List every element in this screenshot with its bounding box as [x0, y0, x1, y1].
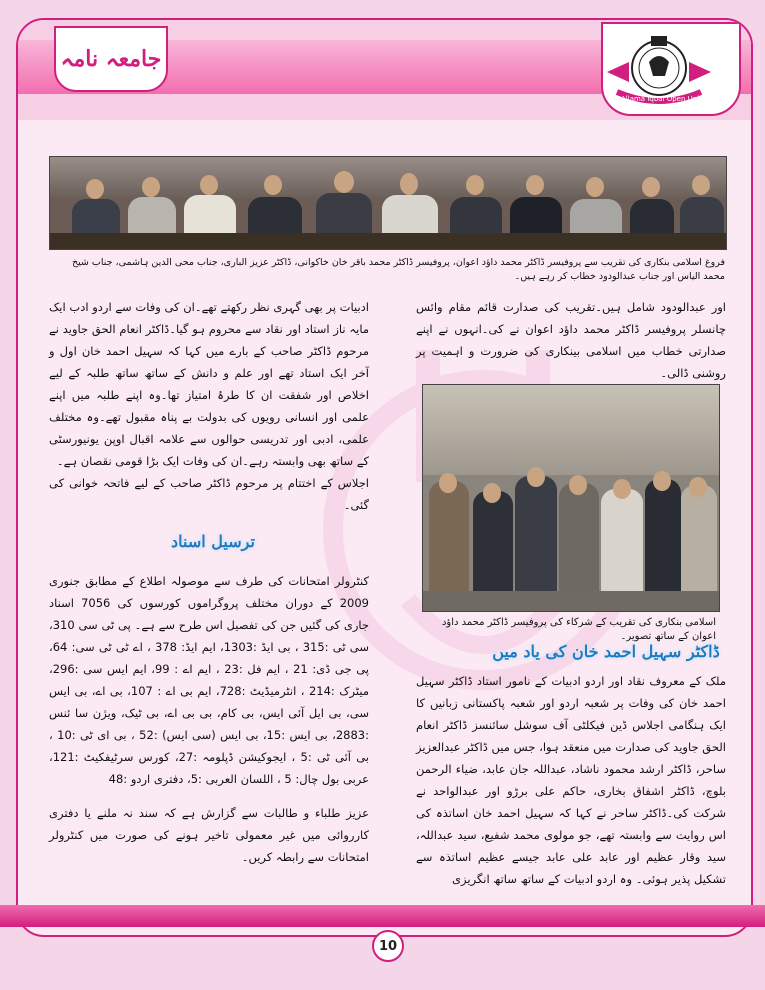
- students-notice: عزیز طلباء و طالبات سے گزارش ہے کہ سند نہ ملنے یا دفتری کارروائی میں غیر معمولی تاخیر ہونے کی صورت میں کنٹرولر امتحانات سے رابطہ کریں۔: [49, 806, 369, 864]
- degrees-body: [49, 570, 369, 790]
- degrees-year: 2009: [339, 596, 370, 610]
- footer-band: [0, 905, 765, 927]
- page-number: 10: [372, 930, 404, 962]
- header: [18, 20, 751, 120]
- top-photo: [49, 156, 727, 250]
- left-col-body: ادبیات پر بھی گہری نظر رکھتے تھے۔ان کی وفات سے اردو ادب ایک مایہ ناز استاد اور نقاد سے محروم ہو گیا۔ڈاکٹر انعام الحق جاوید نے مرحوم ڈاکٹر صاحب کے بارے میں کہا کہ سہیل احمد خان اول و آخر ایک استاد تھے اور علم و دانش کے ساتھ ساتھ طلبہ کے لیے اخلاص اور شفقت ان کا طرۂ امتیاز تھا۔وہ اپنے طلبہ میں اپنے علمی اور انسانی رویوں کی بدولت بے پناہ مقبول تھے۔وہ مختلف علمی، ادبی اور تدریسی حوالوں سے علامہ اقبال اوپن یونیورسٹی کے ساتھ بھی وابستہ رہے۔ان کی وفات ایک بڑا قومی نقصان ہے۔: [49, 300, 369, 468]
- degrees-stats: پی ٹی سی 310، سی ٹی :315 ، بی ایڈ :1303، ایم ایڈ: 378 ، اے ٹی ٹی سی: 64، پی جی ڈی: 21 ، ایم فل :23 ، ایم اے : 99، ایم ایس سی :296، میٹرک :214 ، انٹرمیڈیٹ :728، ایم بی اے : 107، بی اے، بی ایس سی، بی ایل آئی ایس، بی کام، بی بی اے، بی ٹیک، ویژن سا ئنس :2883، بی ایس :15، بی ایس (سی ایس) :52 ، بی ای ٹی :10 ، بی آئی ٹی :5 ، ایجوکیشن ڈپلومہ :27، کورس سرٹیفکیٹ :121، عربی بول چال: 5 ، اللسان العربی :5، دفتری اردو :48: [49, 618, 369, 786]
- degrees-body-b: کے دوران مختلف پروگراموں کورسوں کی: [117, 596, 333, 610]
- degrees-count: 7056: [81, 596, 111, 610]
- logo-caption: [617, 90, 727, 106]
- group-photo: [422, 384, 720, 612]
- degrees-body-c: اسناد جاری کی گئیں جن کی تفصیل اس طرح سے ہے۔: [49, 596, 369, 632]
- top-photo-caption: فروغ اسلامی بنکاری کی تقریب سے پروفیسر ڈاکٹر محمد داؤد اعوان، پروفیسر ڈاکٹر محمد باقر خان خاکوانی، ڈاکٹر عزیز الباری، جناب محی الدین ہاشمی، جناب شیخ محمد الیاس اور جناب عبدالودود خطاب کر رہے ہیں۔: [71, 257, 725, 282]
- left-col-closing: اجلاس کے اختتام پر مرحوم ڈاکٹر صاحب کے لیے فاتحہ خوانی کی گئی۔: [49, 476, 369, 512]
- group-photo-caption: اسلامی بنکاری کی تقریب کے شرکاء کی پروفیسر ڈاکٹر محمد داؤد اعوان کے ساتھ تصویر۔: [441, 617, 716, 642]
- logo-container: [601, 22, 741, 116]
- degrees-heading: ترسیل اسناد: [171, 532, 255, 551]
- degrees-body-a: کنٹرولر امتحانات کی طرف سے موصولہ اطلاع کے مطابق جنوری: [49, 574, 369, 588]
- svg-text:Allama Iqbal Open University: Allama Iqbal Open University: [621, 95, 723, 103]
- page-frame: [16, 18, 753, 937]
- right-col-intro: اور عبدالودود شامل ہیں۔تقریب کی صدارت قائم مقام وائس چانسلر پروفیسر ڈاکٹر محمد داؤد اعوان نے کی۔انہوں نے اپنے صدارتی خطاب میں اسلامی بینکاری کی ضرورت و اہمیت پر روشنی ڈالی۔: [416, 300, 726, 380]
- section-title: جامعہ نامہ: [60, 46, 162, 72]
- section-title-tab: [54, 26, 168, 92]
- remembrance-heading: ڈاکٹر سہیل احمد خان کی یاد میں: [492, 642, 720, 661]
- remembrance-body: ملک کے معروف نقاد اور اردو ادبیات کے نامور استاد ڈاکٹر سہیل احمد خان کی وفات پر شعبہ اردو اور شعبہ پاکستانی زبانیں کا ایک ہنگامی اجلاس ڈین فیکلٹی آف سوشل سائنسز ڈاکٹر انعام الحق جاوید کی صدارت میں منعقد ہوا، جس میں ڈاکٹر عبدالعزیز ساحر، ڈاکٹر ارشد محمود ناشاد، عبداللہ جان عابد، ضیاء الرحمن بلوچ، ڈاکٹر اشفاق بخاری، حاکم علی برڑو اور عبدالواحد نے شرکت کی۔ڈاکٹر ساحر نے کہا کہ سہیل احمد خان اساتذہ کی اس روایت سے وابستہ تھے، جو مولوی محمد شفیع، سید عبداللہ، سید وقار عظیم اور عابد علی عابد جیسے عظیم اساتذہ سے تشکیل پذیر ہوئی۔ وہ اردو ادبیات کے ساتھ ساتھ انگریزی: [416, 674, 726, 886]
